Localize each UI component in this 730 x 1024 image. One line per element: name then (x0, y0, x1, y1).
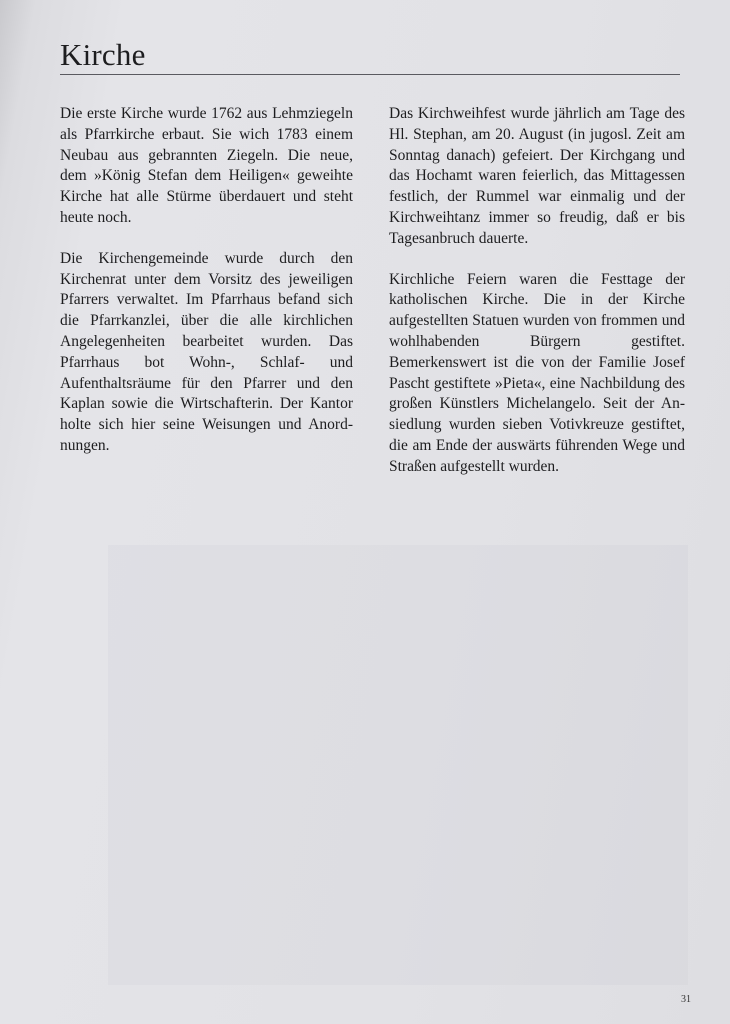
show-through-shadow (108, 545, 688, 985)
left-column (60, 104, 353, 477)
page-title: Kirche (60, 37, 146, 72)
right-column (389, 104, 685, 498)
paragraph-first-church: Die erste Kirche wurde 1762 aus Lehmziegeln als Pfarrkirche erbaut. Sie wich 1783 einem Neubau aus gebrannten Ziegeln. Die neue, dem »König Stefan dem Heiligen« geweihte Kirche hat alle Stürme überdauert und steht heute noch. (60, 105, 353, 226)
paragraph-kirchweihfest: Das Kirchweihfest wurde jährlich am Tage des Hl. Stephan, am 20. August (in jugosl. Zeit am Sonntag danach) gefeiert. Der Kirchgang und das Hochamt waren feierlich, das Mittagessen festlich, der Rummel war einmalig und der Kirchweihtanz immer so freudig, daß er bis Tagesanbruch dauerte. (389, 105, 685, 247)
paragraph-parish-council: Die Kirchengemeinde wurde durch den Kirchenrat unter dem Vorsitz des jeweiligen Pfarrers verwaltet. Im Pfarrhaus befand sich die Pfarrkanzlei, über die alle kirchlichen Angelegenheiten bearbeitet wurden. Das Pfarrhaus bot Wohn-, Schlaf- und Aufenthaltsräume für den Pfarrer und den Kaplan sowie die Wirtschafterin. Der Kantor holte sich hier seine Weisungen und Anordnungen. (60, 249, 353, 454)
title-rule (60, 74, 680, 75)
page-number: 31 (681, 994, 691, 1005)
paragraph-church-celebrations: Kirchliche Feiern waren die Festtage der katholischen Kirche. Die in der Kirche aufgestellten Statuen wurden von frommen und wohlhabenden Bürgern gestiftet. Bemerkenswert ist die von der Familie Josef Pascht gestiftete »Pieta«, eine Nachbildung des großen Künstlers Michelangelo. Seit der Ansiedlung wurden sieben Votivkreuze gestiftet, die am Ende der auswärts führenden Wege und Straßen aufgestellt wurden. (389, 270, 685, 475)
